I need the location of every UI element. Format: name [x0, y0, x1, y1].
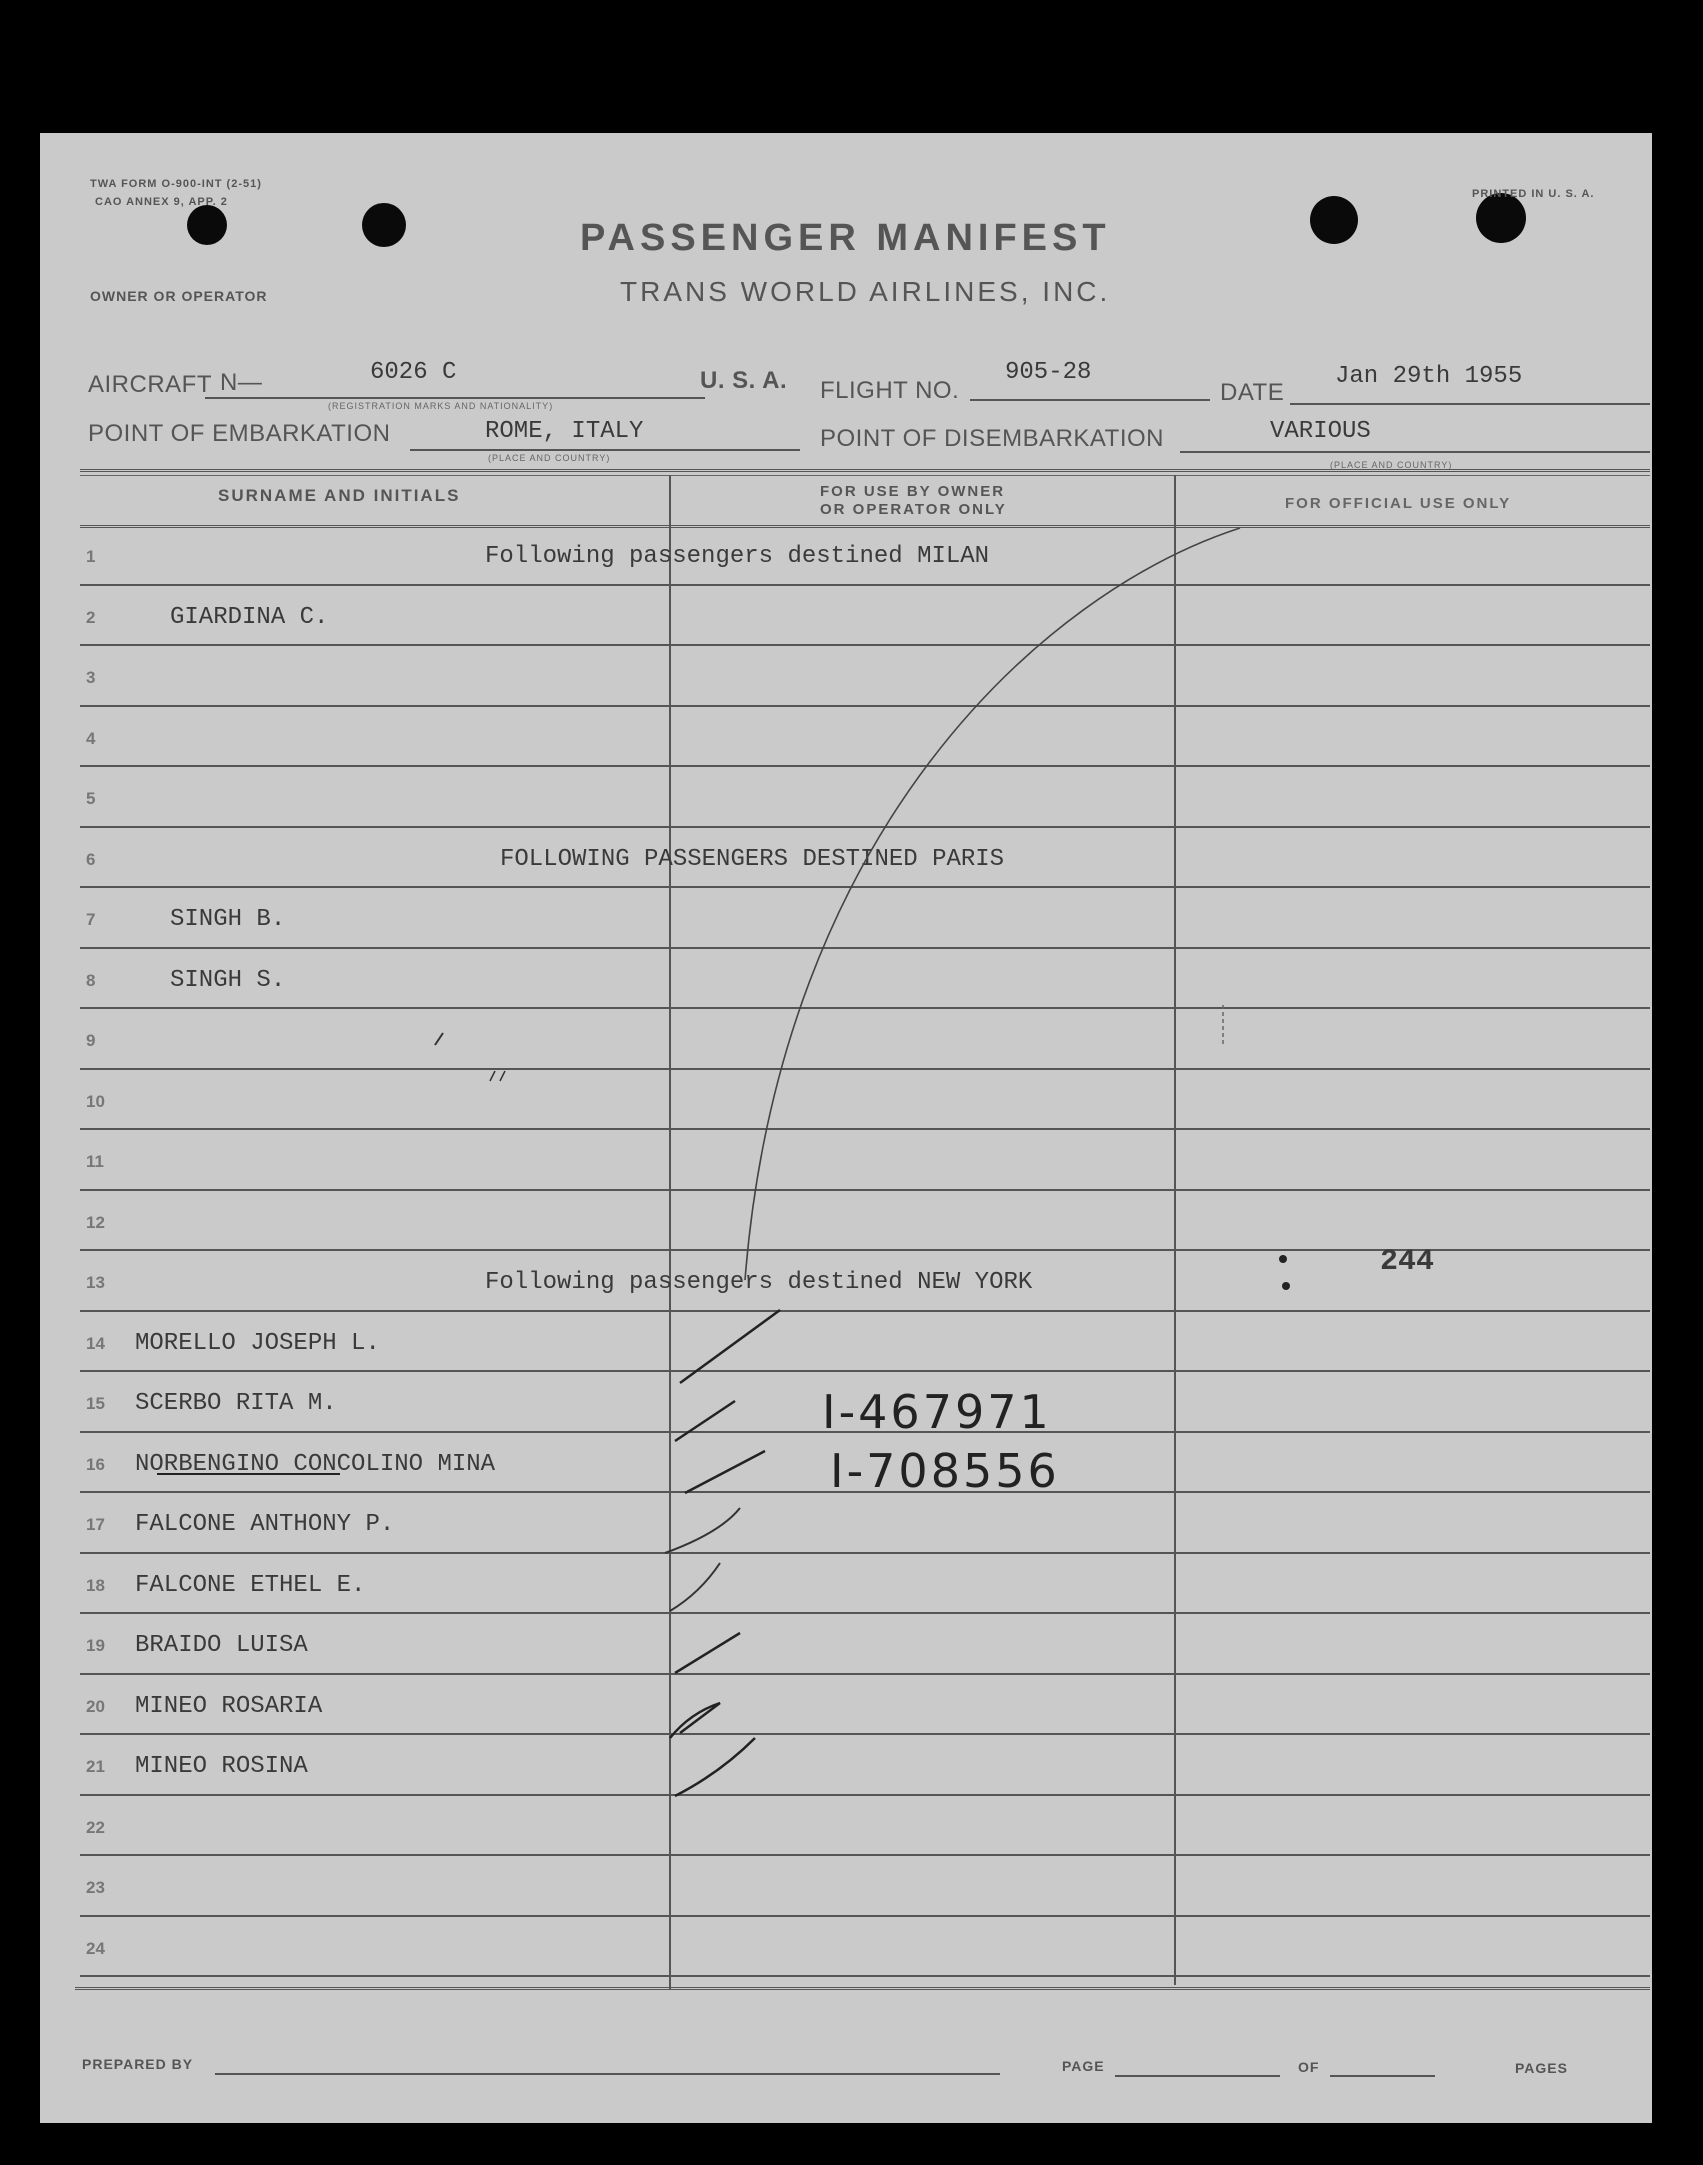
check-mark — [675, 1633, 740, 1673]
official-number: 244 — [1380, 1245, 1435, 1279]
row-number: 23 — [86, 1878, 105, 1897]
flight-value: 905-28 — [1005, 359, 1092, 386]
pages-label: PAGES — [1515, 2060, 1568, 2076]
flight-label: FLIGHT NO. — [820, 377, 960, 404]
embarkation-caption: (PLACE AND COUNTRY) — [488, 453, 611, 463]
row-number: 11 — [86, 1152, 104, 1171]
row-number: 22 — [86, 1817, 105, 1837]
row-number: 20 — [86, 1696, 105, 1716]
row-number: 14 — [86, 1333, 105, 1353]
row-number: 13 — [86, 1273, 105, 1292]
owner-operator-label: OWNER OR OPERATOR — [90, 288, 268, 304]
check-mark — [670, 1703, 720, 1738]
check-mark — [675, 1738, 755, 1796]
row-number: 17 — [86, 1515, 105, 1534]
prepared-by-label: PREPARED BY — [82, 2056, 194, 2072]
row-number: 9 — [86, 1031, 96, 1050]
ink-dot — [1279, 1255, 1287, 1263]
handwriting-layer — [40, 133, 1652, 2123]
destination-note: Following passengers destined NEW YORK — [485, 1269, 1033, 1296]
form-number: TWA FORM O-900-INT (2-51) — [90, 178, 262, 190]
row-number: 5 — [86, 789, 96, 808]
check-mark — [670, 1563, 720, 1611]
row-number: 18 — [86, 1575, 105, 1595]
nationality: U. S. A. — [700, 367, 788, 394]
printed-in: PRINTED IN U. S. A. — [1472, 188, 1595, 200]
registration-caption: (REGISTRATION MARKS AND NATIONALITY) — [328, 401, 554, 411]
date-label: DATE — [1220, 379, 1285, 406]
row-number: 16 — [86, 1454, 105, 1474]
aircraft-label: AIRCRAFT — [88, 371, 212, 398]
destination-note: Following passengers destined MILAN — [485, 543, 990, 570]
row-number: 15 — [86, 1394, 105, 1413]
row-number: 10 — [86, 1091, 105, 1111]
check-mark — [680, 1310, 780, 1383]
disembarkation-value: VARIOUS — [1270, 418, 1371, 445]
passenger-name: FALCONE ETHEL E. — [135, 1571, 366, 1599]
passenger-name: MORELLO JOSEPH L. — [135, 1329, 380, 1357]
passenger-name: BRAIDO LUISA — [135, 1632, 308, 1659]
row-number: 6 — [86, 849, 96, 869]
form-title: PASSENGER MANIFEST — [580, 217, 1111, 259]
passenger-name: MINEO ROSINA — [135, 1753, 308, 1780]
row-number: 21 — [86, 1757, 105, 1776]
destination-note: FOLLOWING PASSENGERS DESTINED PARIS — [500, 845, 1005, 873]
col-header-surname: SURNAME AND INITIALS — [218, 486, 461, 505]
passenger-name: GIARDINA C. — [170, 603, 329, 631]
date-value: Jan 29th 1955 — [1335, 363, 1523, 390]
passenger-name: SINGH B. — [170, 906, 286, 933]
cao-annex: CAO ANNEX 9, APP. 2 — [95, 196, 228, 208]
row-number: 8 — [86, 970, 96, 990]
row-number: 24 — [86, 1938, 105, 1958]
page-label: PAGE — [1062, 2058, 1105, 2074]
row-number: 12 — [86, 1212, 105, 1232]
disembarkation-caption: (PLACE AND COUNTRY) — [1330, 460, 1453, 470]
check-mark — [675, 1401, 735, 1441]
pencil-curve-mark — [745, 528, 1240, 1280]
col-header-owner-2: OR OPERATOR ONLY — [820, 501, 1007, 518]
row-number: 7 — [86, 910, 96, 929]
handwritten-number-row16: I-708556 — [830, 1444, 1060, 1498]
passenger-name: NORBENGINO CONCOLINO MINA — [135, 1450, 496, 1478]
col-header-owner-1: FOR USE BY OWNER — [820, 483, 1006, 500]
passenger-name: SINGH S. — [170, 966, 286, 994]
aircraft-prefix: N— — [220, 369, 263, 396]
disembarkation-label: POINT OF DISEMBARKATION — [820, 425, 1164, 452]
ink-dot — [1282, 1282, 1290, 1290]
pencil-tick — [435, 1033, 443, 1045]
aircraft-value: 6026 C — [370, 359, 457, 386]
col-header-official: FOR OFFICIAL USE ONLY — [1285, 495, 1512, 512]
check-mark — [665, 1508, 740, 1553]
row-number: 2 — [86, 607, 96, 627]
passenger-name: MINEO ROSARIA — [135, 1692, 323, 1720]
row-number: 3 — [86, 668, 96, 687]
row-number: 1 — [86, 547, 96, 566]
manifest-sheet — [40, 133, 1652, 2123]
airline-name: TRANS WORLD AIRLINES, INC. — [620, 276, 1111, 307]
passenger-name: FALCONE ANTHONY P. — [135, 1511, 395, 1538]
row-number: 19 — [86, 1636, 105, 1655]
handwritten-number-row15: I-467971 — [822, 1385, 1052, 1439]
passenger-name: SCERBO RITA M. — [135, 1390, 337, 1417]
row-number: 4 — [86, 728, 96, 748]
embarkation-value: ROME, ITALY — [485, 418, 644, 445]
of-label: OF — [1298, 2059, 1320, 2075]
check-mark — [685, 1451, 765, 1493]
pencil-tick — [490, 1071, 505, 1081]
embarkation-label: POINT OF EMBARKATION — [88, 420, 391, 447]
